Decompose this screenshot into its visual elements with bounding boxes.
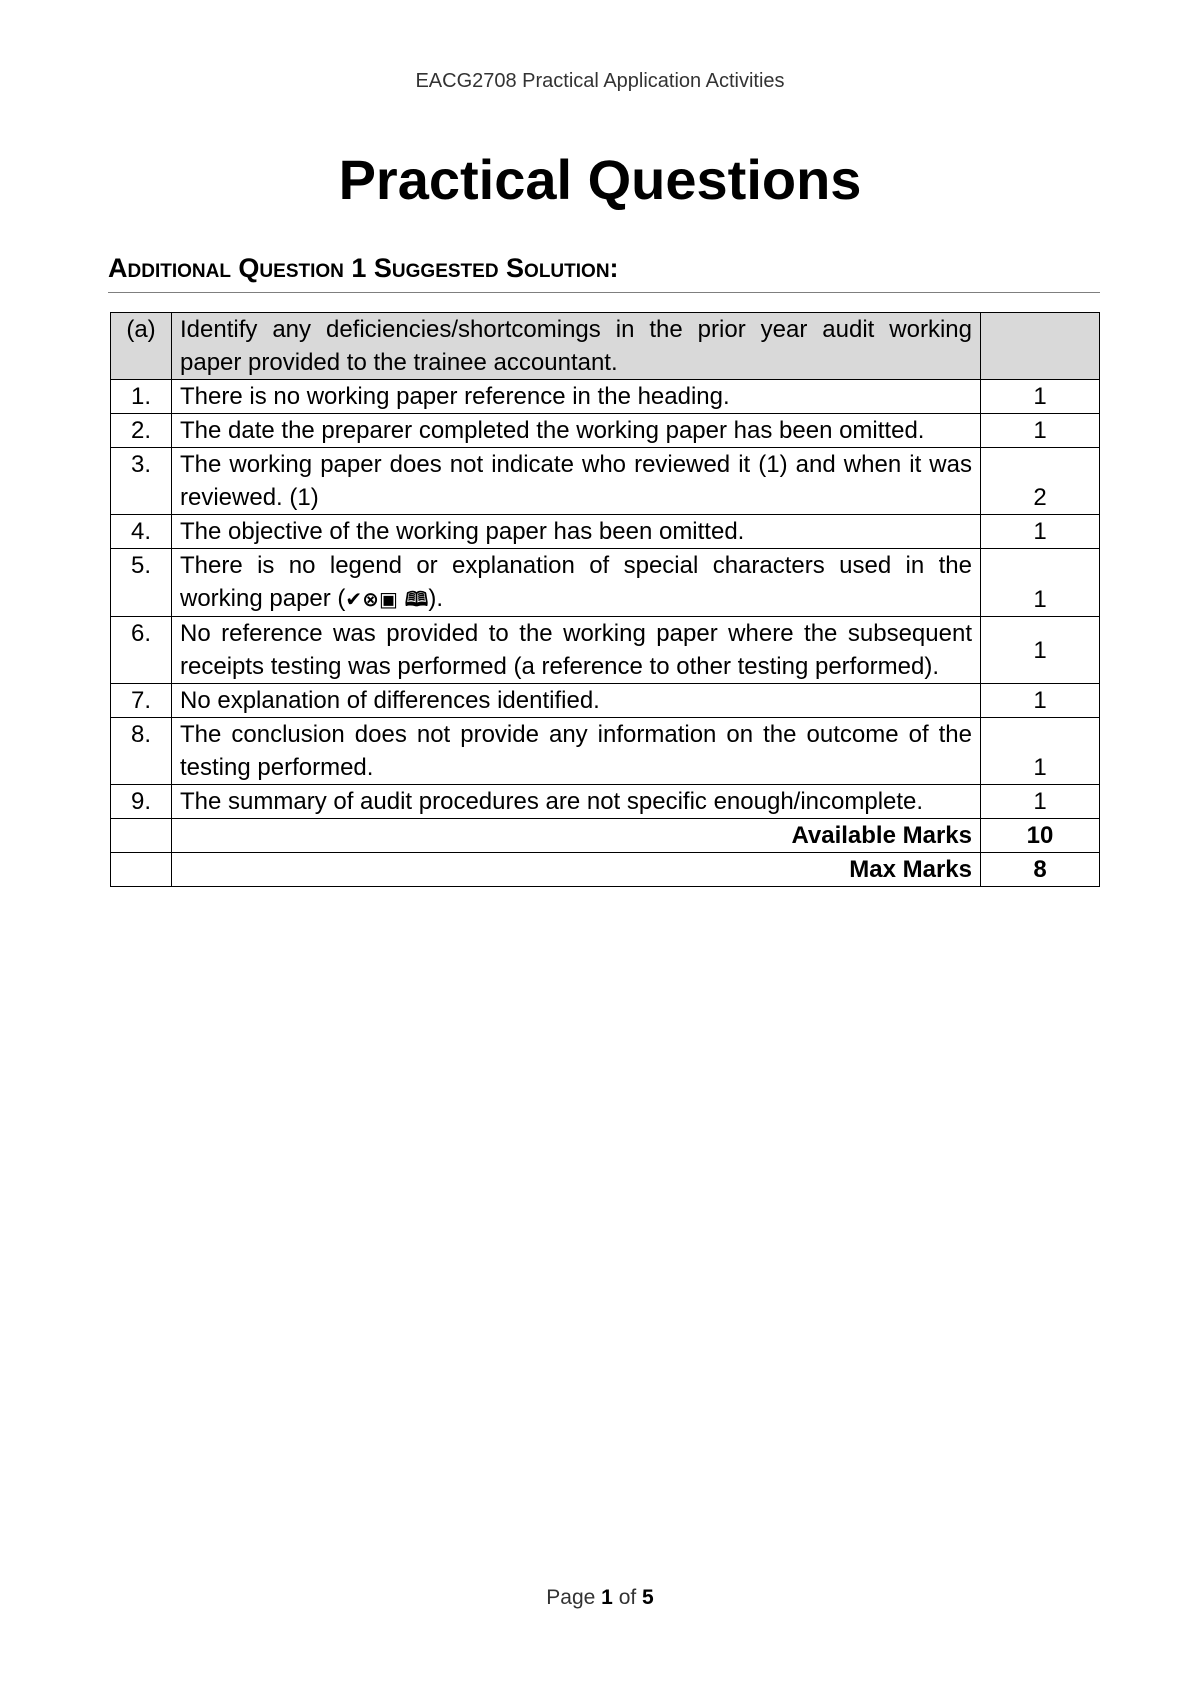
page-label: Page [546, 1586, 596, 1609]
table-row [111, 785, 1100, 819]
row-text [172, 549, 981, 617]
running-header: EACG2708 Practical Application Activities [415, 70, 785, 92]
empty-cell [111, 853, 172, 887]
row-text: No reference was provided to the working paper where the subsequent receipts testing was performed (a reference to other testing performed). [172, 617, 981, 684]
row-text: The conclusion does not provide any information on the outcome of the testing performed. [172, 718, 981, 785]
question-part-mark [981, 313, 1100, 380]
special-symbols-icon: ✔⊗▣ 🕮 [345, 587, 429, 611]
question-part-label: (a) [111, 313, 172, 380]
row-number: 2. [111, 414, 172, 448]
row-mark: 1 [981, 380, 1100, 414]
row-text: The objective of the working paper has been omitted. [172, 515, 981, 549]
solution-table [110, 312, 1100, 887]
table-row [111, 448, 1100, 515]
available-marks-row [111, 819, 1100, 853]
page-footer [0, 1586, 1200, 1610]
max-marks-value: 8 [981, 853, 1100, 887]
total-page-count: 5 [642, 1586, 654, 1609]
row-mark: 1 [981, 684, 1100, 718]
row-mark: 1 [981, 414, 1100, 448]
table-header-row [111, 313, 1100, 380]
row-number: 9. [111, 785, 172, 819]
max-marks-row [111, 853, 1100, 887]
row-number: 4. [111, 515, 172, 549]
table-row [111, 380, 1100, 414]
table-row [111, 515, 1100, 549]
row-text: No explanation of differences identified. [172, 684, 981, 718]
row-text: The working paper does not indicate who reviewed it (1) and when it was reviewed. (1) [172, 448, 981, 515]
row-number: 5. [111, 549, 172, 617]
row-mark: 1 [981, 617, 1100, 684]
available-marks-value: 10 [981, 819, 1100, 853]
row-text: The summary of audit procedures are not specific enough/incomplete. [172, 785, 981, 819]
available-marks-label: Available Marks [172, 819, 981, 853]
row-mark: 1 [981, 549, 1100, 617]
table-row [111, 684, 1100, 718]
row-number: 1. [111, 380, 172, 414]
row-number: 7. [111, 684, 172, 718]
row-text: The date the preparer completed the working paper has been omitted. [172, 414, 981, 448]
row-number: 8. [111, 718, 172, 785]
row-mark: 1 [981, 515, 1100, 549]
table-row [111, 414, 1100, 448]
row-mark: 1 [981, 718, 1100, 785]
table-row [111, 549, 1100, 617]
current-page-number: 1 [601, 1586, 613, 1609]
row-text-after: ). [428, 585, 444, 612]
table-row [111, 617, 1100, 684]
row-text: There is no working paper reference in the heading. [172, 380, 981, 414]
page-of-label: of [618, 1586, 637, 1609]
row-number: 3. [111, 448, 172, 515]
empty-cell [111, 819, 172, 853]
row-number: 6. [111, 617, 172, 684]
table-row [111, 718, 1100, 785]
question-part-text: Identify any deficiencies/shortcomings in the prior year audit working paper provided to the trainee accountant. [172, 313, 981, 380]
page-title: Practical Questions [338, 148, 862, 211]
row-mark: 1 [981, 785, 1100, 819]
section-heading: Additional Question 1 Suggested Solution: [108, 250, 1100, 293]
row-text-before: There is no legend or explanation of special characters used in the working paper ( [180, 552, 972, 612]
row-mark: 2 [981, 448, 1100, 515]
max-marks-label: Max Marks [172, 853, 981, 887]
